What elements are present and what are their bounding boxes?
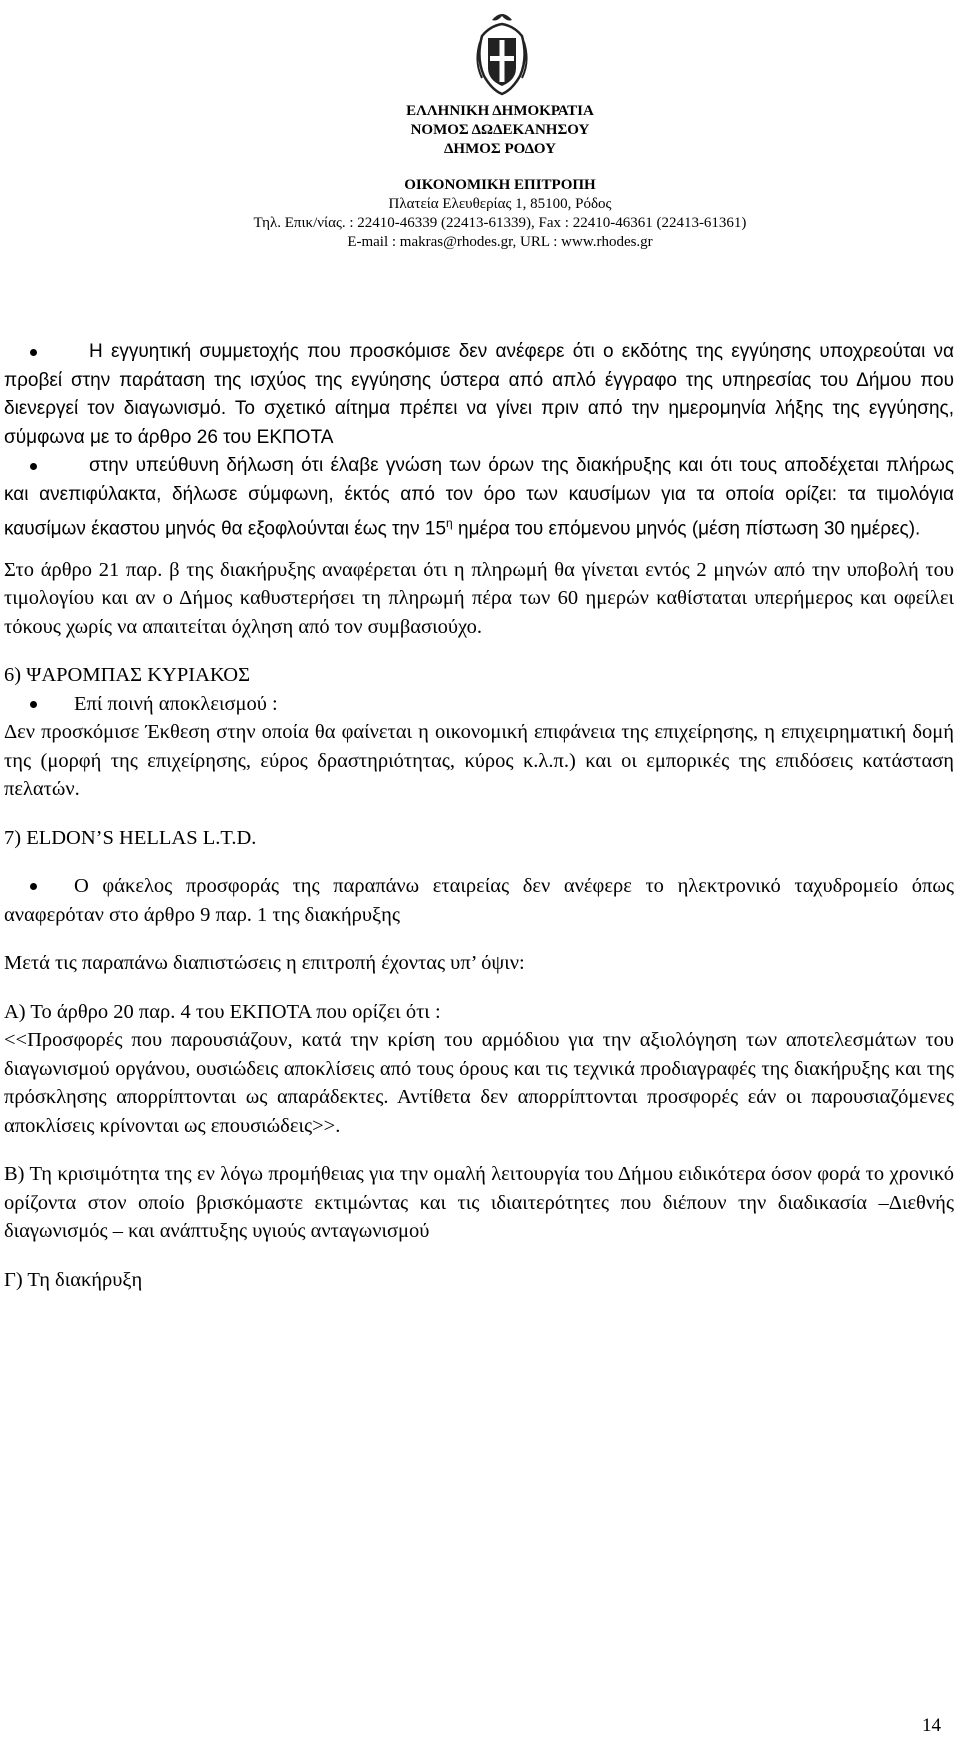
paragraph-article-21: Στο άρθρο 21 παρ. β της διακήρυξης αναφέρεται ότι η πληρωμή θα γίνεται εντός 2 μηνών από την υποβολή του τιμολογίου και αν ο Δήμος καθυστερήσει τη πληρωμή πέρα των 60 ημερών καθίσταται υπερήμερος και οφείλει τόκους χωρίς να απαιτείται όχληση από τον συμβασιούχο.	[4, 558, 954, 638]
section-heading-6: 6) ΨΑΡΟΜΠΑΣ ΚΥΡΙΑΚΟΣ	[4, 664, 250, 687]
bullet-item	[4, 690, 954, 719]
bullet-item	[4, 872, 954, 929]
bullet-icon	[30, 883, 37, 890]
document-body	[4, 338, 954, 1294]
superscript: η	[446, 516, 453, 530]
paragraph-g: Γ) Τη διακήρυξη	[4, 1268, 143, 1291]
paragraph-6: Δεν προσκόμισε Έκθεση στην οποία θα φαίνεται η οικονομική επιφάνεια της επιχείρησης, η επιχειρηματική δομή της (μορφή της επιχείρησης, εύρος δραστηριότητας, κύρος κ.λ.π.) και οι εμπορικές της επιδόσεις κατάσταση πελατών.	[4, 721, 954, 801]
bullet-icon	[30, 701, 37, 708]
bullet-icon	[30, 463, 37, 470]
letterhead	[250, 102, 750, 252]
letterhead-address: Πλατεία Ελευθερίας 1, 85100, Ρόδος	[388, 196, 612, 212]
letterhead-phone: Τηλ. Επικ/νίας. : 22410-46339 (22413-61339), Fax : 22410-46361 (22413-61361)	[253, 215, 747, 231]
letterhead-email: E-mail : makras@rhodes.gr, URL : www.rhodes.gr	[347, 234, 653, 250]
bullet-icon	[30, 349, 37, 356]
letterhead-municipality: ΔΗΜΟΣ ΡΟΔΟΥ	[444, 141, 556, 157]
bullet-text: Η εγγυητική συμμετοχής που προσκόμισε δεν ανέφερε ότι ο εκδότης της εγγύησης υποχρεούται να προβεί στην παράταση της ισχύος της εγγύησης ύστερα από απλό έγγραφο της υπηρεσίας του Δήμου που διενεργεί τον διαγωνισμό. Το σχετικό αίτημα πρέπει να γίνει πριν από την ημερομηνία λήξης της εγγύησης, σύμφωνα με το άρθρο 26 του ΕΚΠΟΤΑ	[4, 341, 954, 448]
paragraph-b: Β) Τη κρισιμότητα της εν λόγω προμήθειας για την ομαλή λειτουργία του Δήμου ειδικότερα όσον φορά το χρονικό ορίζοντα στον οποίο βρισκόμαστε εκτιμώντας και τις ιδιαιτερότητες που διέπουν την διαδικασία –Διεθνής διαγωνισμός – και ανάπτυξης υγιούς ανταγωνισμού	[4, 1163, 954, 1243]
coat-of-arms-emblem	[474, 6, 530, 96]
letterhead-prefecture: ΝΟΜΟΣ ΔΩΔΕΚΑΝΗΣΟΥ	[410, 122, 590, 138]
paragraph-a-quote: <<Προσφορές που παρουσιάζουν, κατά την κρίση του αρμόδιου για την αξιολόγηση των αποτελεσμάτων του διαγωνισμού οργάνου, ουσιώδεις αποκλίσεις από τους όρους και τις τεχνικά προδιαγραφές της διακήρυξης και της πρόσκλησης απορρίπτονται ως απαράδεκτες. Αντίθετα δεν απορρίπτονται προσφορές εάν οι παρουσιαζόμενες αποκλίσεις κρίνονται ως επουσιώδεις>>.	[4, 1029, 954, 1137]
bullet-text: στην υπεύθυνη δήλωση ότι έλαβε γνώση των όρων της διακήρυξης και ότι τους αποδέχεται πλήρως και ανεπιφύλακτα, δήλωσε σύμφωνη, έκτός από τον όρο των καυσίμων για τα οποία ορίζει: τα τιμολόγια καυσίμων έκαστου μηνός θα εξοφλούνται έως την 15	[4, 455, 954, 540]
letterhead-committee: ΟΙΚΟΝΟΜΙΚΗ ΕΠΙΤΡΟΠΗ	[404, 177, 596, 193]
letterhead-country: ΕΛΛΗΝΙΚΗ ΔΗΜΟΚΡΑΤΙΑ	[406, 103, 594, 119]
bullet-text: Επί ποινή αποκλεισμού :	[74, 692, 278, 715]
section-heading-7: 7) ELDON’S HELLAS L.T.D.	[4, 826, 257, 849]
bullet-text: Ο φάκελος προσφοράς της παραπάνω εταιρείας δεν ανέφερε το ηλεκτρονικό ταχυδρομείο όπως αναφερόταν στο άρθρο 9 παρ. 1 της διακήρυξης	[4, 875, 954, 926]
paragraph-meta: Μετά τις παραπάνω διαπιστώσεις η επιτροπή έχοντας υπ’ όψιν:	[4, 952, 525, 975]
page-number: 14	[922, 1715, 941, 1736]
bullet-item	[4, 338, 954, 452]
bullet-item	[4, 452, 954, 544]
paragraph-a-heading: Α) Το άρθρο 20 παρ. 4 του ΕΚΠΟΤΑ που ορίζει ότι :	[4, 1000, 441, 1023]
bullet-text-end: ημέρα του επόμενου μηνός (μέση πίστωση 30 ημέρες).	[452, 518, 921, 540]
